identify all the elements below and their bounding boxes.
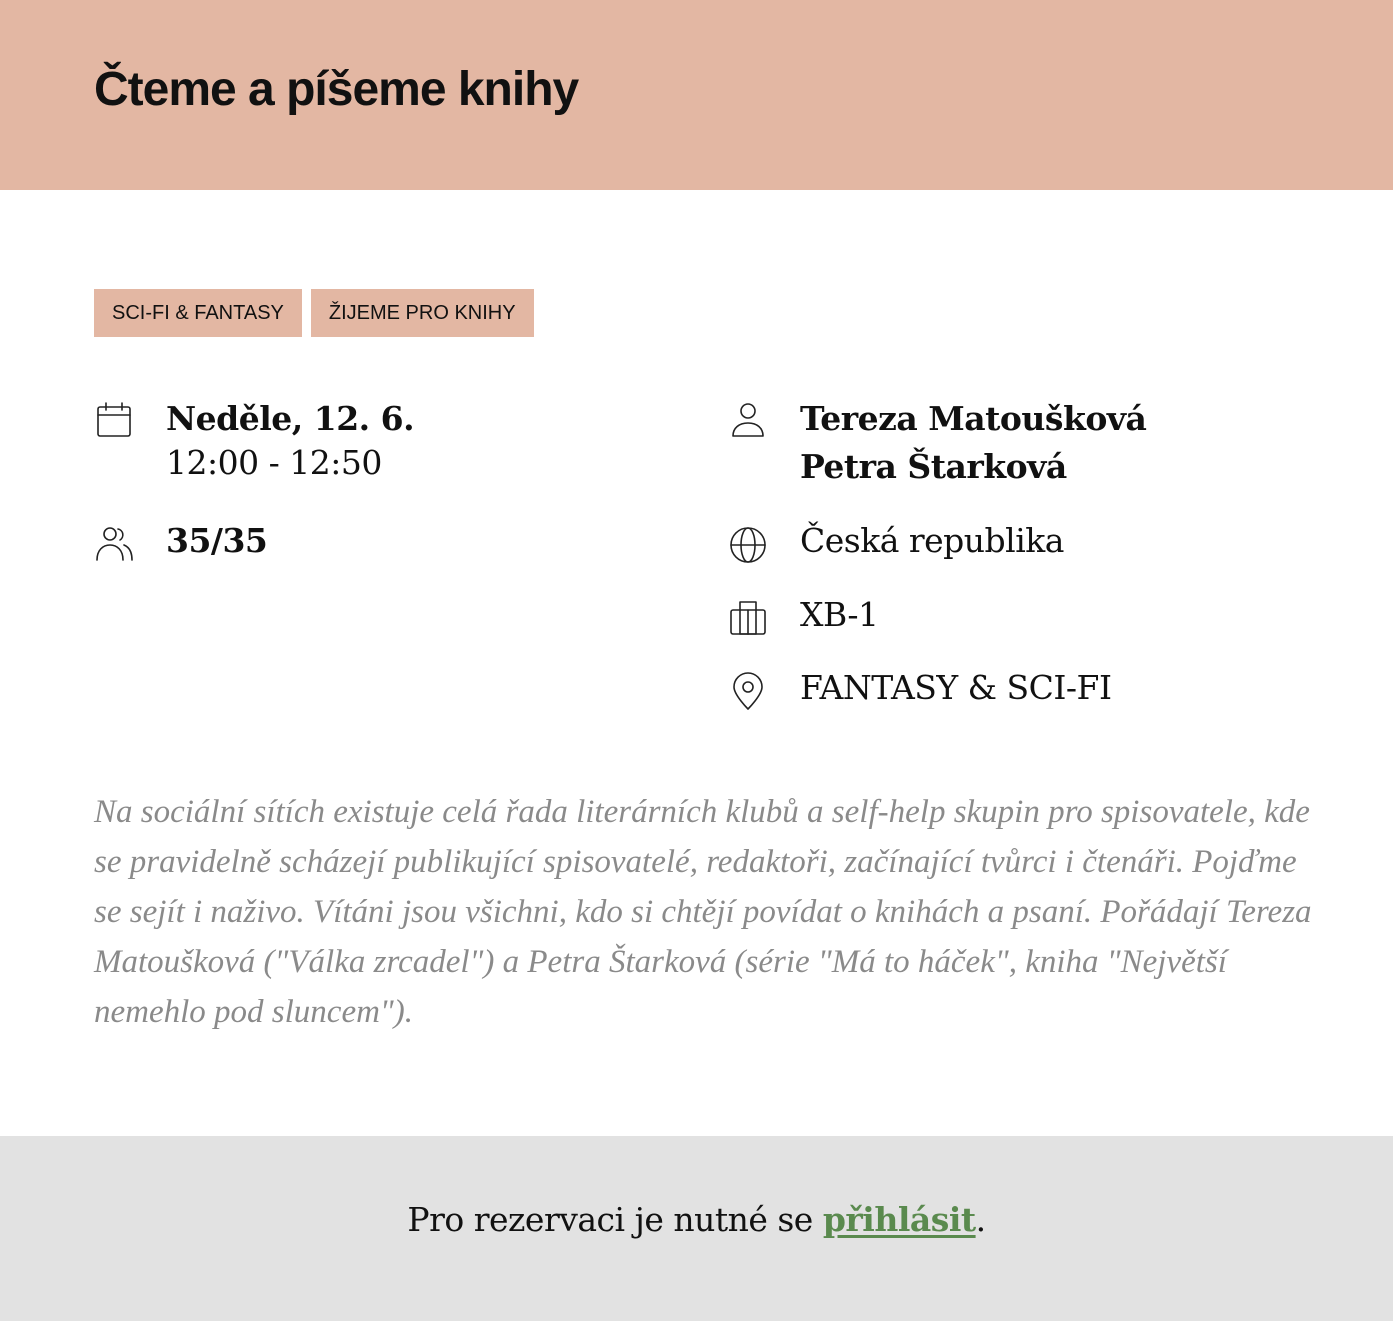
event-country: Česká republika xyxy=(800,521,1064,560)
event-time: 12:00 - 12:50 xyxy=(166,443,382,482)
tag-zijeme-pro-knihy[interactable]: ŽIJEME PRO KNIHY xyxy=(311,289,534,337)
event-description: Na sociální sítích existuje celá řada literárních klubů a self-help skupin pro spisovatele, kde se pravidelně scházejí publikující spisovatelé, redaktoři, začínající tvůrci i čtenáři. Pojďme se sejít i naživo. Vítáni jsou všichni, kdo si chtějí povídat o knihách a psaní. Pořádají Tereza Matoušková ("Válka zrcadel") a Petra Štarková (série "Má to háček", kniha "Největší nemehlo pod sluncem"). xyxy=(94,794,1312,1030)
event-location: FANTASY & SCI-FI xyxy=(800,668,1112,707)
event-capacity: 35/35 xyxy=(166,521,268,560)
reservation-footer xyxy=(0,1136,1393,1321)
host-name: Petra Štarková xyxy=(800,447,1067,486)
people-icon xyxy=(94,523,134,563)
event-date: Neděle, 12. 6. xyxy=(166,399,415,438)
host-name: Tereza Matoušková xyxy=(800,399,1147,438)
person-icon xyxy=(728,400,768,440)
tag-scifi-fantasy[interactable]: SCI-FI & FANTASY xyxy=(94,289,302,337)
page-header xyxy=(0,0,1393,190)
page-title: Čteme a píšeme knihy xyxy=(94,63,579,116)
booth-icon xyxy=(728,598,768,638)
reservation-text-end: . xyxy=(975,1200,986,1239)
tag-list xyxy=(94,289,534,337)
login-link[interactable]: přihlásit xyxy=(822,1200,976,1239)
globe-icon xyxy=(728,525,768,565)
location-pin-icon xyxy=(728,671,768,711)
reservation-text: Pro rezervaci je nutné se xyxy=(407,1200,823,1239)
event-room: XB-1 xyxy=(800,595,879,634)
reservation-note xyxy=(0,1200,1393,1239)
calendar-icon xyxy=(94,400,134,440)
